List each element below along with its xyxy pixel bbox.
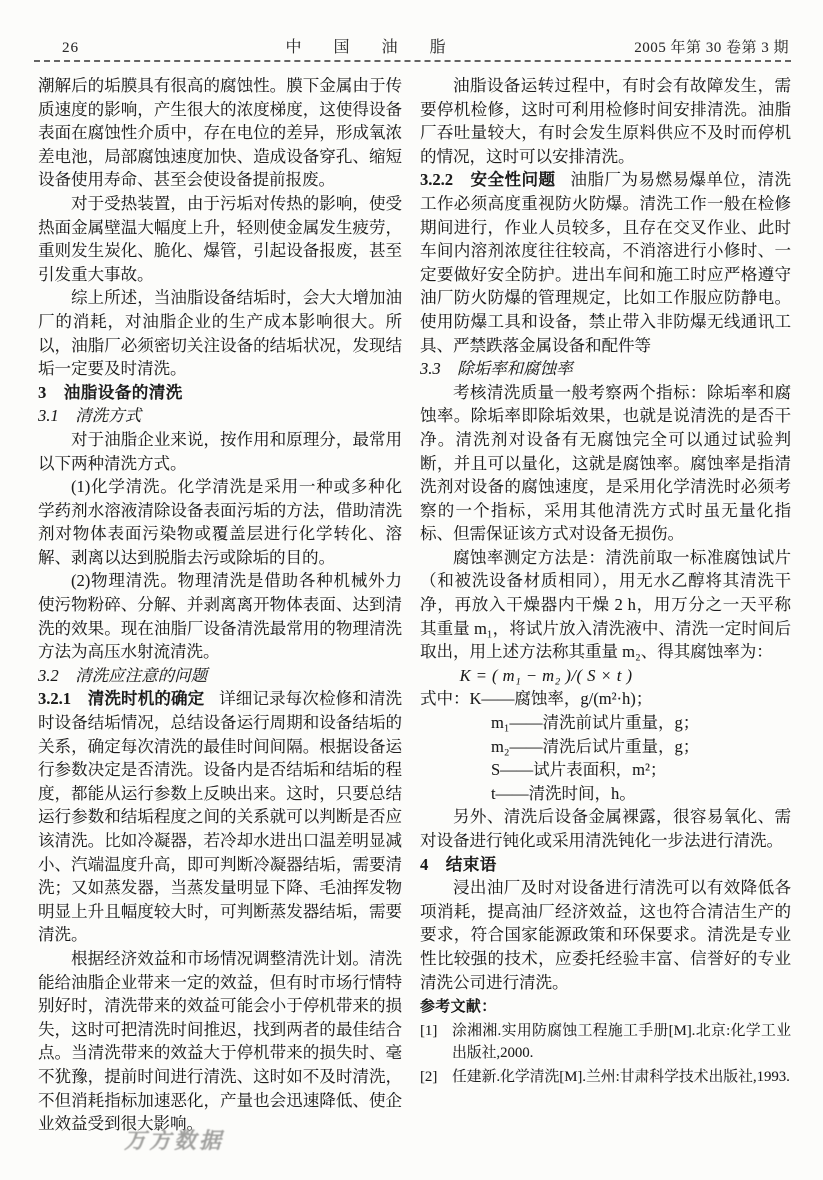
reference-item-2 [420,1066,791,1089]
references [420,996,791,1088]
definition-m2: m₂——清洗后试片重量，g； [490,736,700,756]
page-header [36,34,789,57]
paragraph-summary: 综上所述，当油脂设备结垢时，会大大增加油厂的消耗，对油脂企业的生产成本影响很大。所以，油脂厂必须密切关注设备的结垢状况，发现结垢一定要及时清洗。 [38,288,402,379]
wanfang-data-watermark: 万方数据 [124,1128,225,1153]
section-heading-4: 4 结束语 [420,854,497,874]
section-heading-3: 3 油脂设备的清洗 [38,382,183,402]
reference-label: [1] [420,1022,438,1039]
paragraph-timing-text: 详细记录每次检修和清洗时设备结垢情况，总结设备运行周期和设备结垢的关系，确定每次清洗的最佳时间间隔。根据设备运行参数决定是否清洗。设备内是否结垢和结垢的程度，都能从运行参数上反映出来。这时，只要总结运行参数和结垢程度之间的关系就可以判断是否应该清洗。比如冷凝器，若冷却水进出口温差明显减小、汽端温度升高，即可判断冷凝器结垢，需要清洗；又如蒸发器，当蒸发量明显下降、毛油挥发物明显上升且幅度较大时，可判断蒸发器结垢，需要清洗。 [38,689,403,945]
formula-note: 式中：K——腐蚀率，g/(m²·h)； [420,689,653,709]
subsection-heading-3-3: 3.3 除垢率和腐蚀率 [420,359,573,379]
right-column [420,74,791,1088]
definition-t: t——清洗时间，h。 [490,783,636,803]
left-column [38,74,402,1136]
paragraph-two-methods: 对于油脂企业来说，按作用和原理分，最常用以下两种清洗方式。 [38,429,402,473]
paragraph-physical-cleaning: (2)物理清洗。物理清洗是借助各种机械外力使污物粉碎、分解、并剥离离开物体表面、达到清洗的效果。现在油脂厂设备清洗最常用的物理清洗方法为高压水射流清洗。 [38,571,402,662]
paragraph-scale-film: 潮解后的垢膜具有很高的腐蚀性。膜下金属由于传质速度的影响，产生很大的浓度梯度，这使得设备表面在腐蚀性介质中，存在电位的差异，形成氧浓差电池，局部腐蚀速度加快、造成设备穿孔、缩短设备使用寿命、甚至会使设备提前报废。 [38,76,402,190]
references-heading: 参考文献： [420,999,497,1016]
header-rule [34,60,791,62]
definition-s: S——试片表面积，m²； [490,760,667,780]
journal-title: 中 国 油 脂 [285,39,460,56]
reference-item-1 [420,1020,791,1065]
page-number: 26 [62,40,79,56]
paragraph-cleaning-timing [38,687,402,947]
issue-info: 2005 年第 30 卷第 3 期 [634,40,789,56]
paragraph-passivation: 另外、清洗后设备金属裸露，很容易氧化、需对设备进行钝化或采用清洗钝化一步法进行清洗。 [420,807,791,850]
reference-label: [2] [420,1068,438,1085]
subsection-heading-3-2-1: 3.2.1 清洗时机的确定 [38,689,205,709]
paragraph-chemical-cleaning: (1)化学清洗。化学清洗是采用一种或多种化学药剂水溶液清除设备表面污垢的方法，借助清洗剂对物体表面污染物或覆盖层进行化学转化、溶解、剥离以达到脱脂去污或除垢的目的。 [38,477,402,567]
subsection-heading-3-1: 3.1 清洗方式 [38,406,142,426]
paragraph-quality-indicators: 考核清洗质量一般考察两个指标：除垢率和腐蚀率。除垢率即除垢效果，也就是说清洗的是否干净。清洗剂对设备有无腐蚀完全可以通过试验判断，并且可以量化，这就是腐蚀率。腐蚀率是指清洗剂对设备的腐蚀速度，是采用化学清洗时必须考察的一个指标，采用其他清洗方式时虽无量化指标、但需保证该方式对设备无损伤。 [420,382,791,544]
definition-m1: m₁——清洗前试片重量，g； [490,713,700,733]
paragraph-heated-equipment: 对于受热装置，由于污垢对传热的影响，使受热面金属壁温大幅度上升，轻则使金属发生疲劳，重则发生炭化、脆化、爆管，引起设备报废，甚至引发重大事故。 [38,193,402,284]
paragraph-safety [420,168,791,357]
paragraph-breakdown-cleaning: 油脂设备运转过程中，有时会有故障发生，需要停机检修，这时可利用检修时间安排清洗。油脂厂吞吐量较大，有时会发生原料供应不及时而停机的情况，这时可以安排清洗。 [420,76,791,166]
reference-text: 任建新.化学清洗[M].兰州:甘肃科学技术出版社,1993. [452,1068,790,1085]
paragraph-safety-text: 油脂厂为易燃易爆单位，清洗工作必须高度重视防火防爆。清洗工作一般在检修期间进行，作业人员较多，且存在交叉作业、此时车间内溶剂浓度往往较高，不消溶进行小修时、一定要做好安全防护。进出车间和施工时应严格遵守油厂防火防爆的管理规定，比如工作服应防静电。使用防爆工具和设备，禁止带入非防爆无线通讯工具、严禁跌落金属设备和配件等 [420,170,792,355]
paragraph-economics: 根据经济效益和市场情况调整清洗计划。清洗能给油脂企业带来一定的效益，但有时市场行情特别好时，清洗带来的效益可能会小于停机带来的损失，这时可把清洗时间推迟，找到两者的最佳结合点。当清洗带来的效益大于停机带来的损失时、毫不犹豫，提前时间进行清洗、这时如不及时清洗，不但消耗指标加速恶化，产量也会迅速降低、使企业效益受到很大影响。 [38,948,402,1134]
paragraph-corrosion-method: 腐蚀率测定方法是：清洗前取一标准腐蚀试片（和被洗设备材质相同），用无水乙醇将其清洗干净，再放入干燥器内干燥 2 h，用万分之一天平称其重量 m₁，将试片放入清洗液中、清洗一定时间后取出，用上述方法称其重量 m₂、得其腐蚀率为： [420,547,791,662]
paragraph-conclusion: 浸出油厂及时对设备进行清洗可以有效降低各项消耗，提高油厂经济效益，这也符合清洁生产的要求，符合国家能源政策和环保要求。清洗是专业性比较强的技术，应委托经验丰富、信誉好的专业清洗公司进行清洗。 [420,878,791,992]
subsection-heading-3-2: 3.2 清洗应注意的问题 [38,665,208,685]
corrosion-rate-formula: K = ( m₁ − m₂ )/( S × t ) [459,665,633,685]
subsection-heading-3-2-2: 3.2.2 安全性问题 [420,170,556,190]
reference-text: 涂湘湘.实用防腐蚀工程施工手册[M].北京:化学工业出版社,2000. [452,1022,791,1062]
